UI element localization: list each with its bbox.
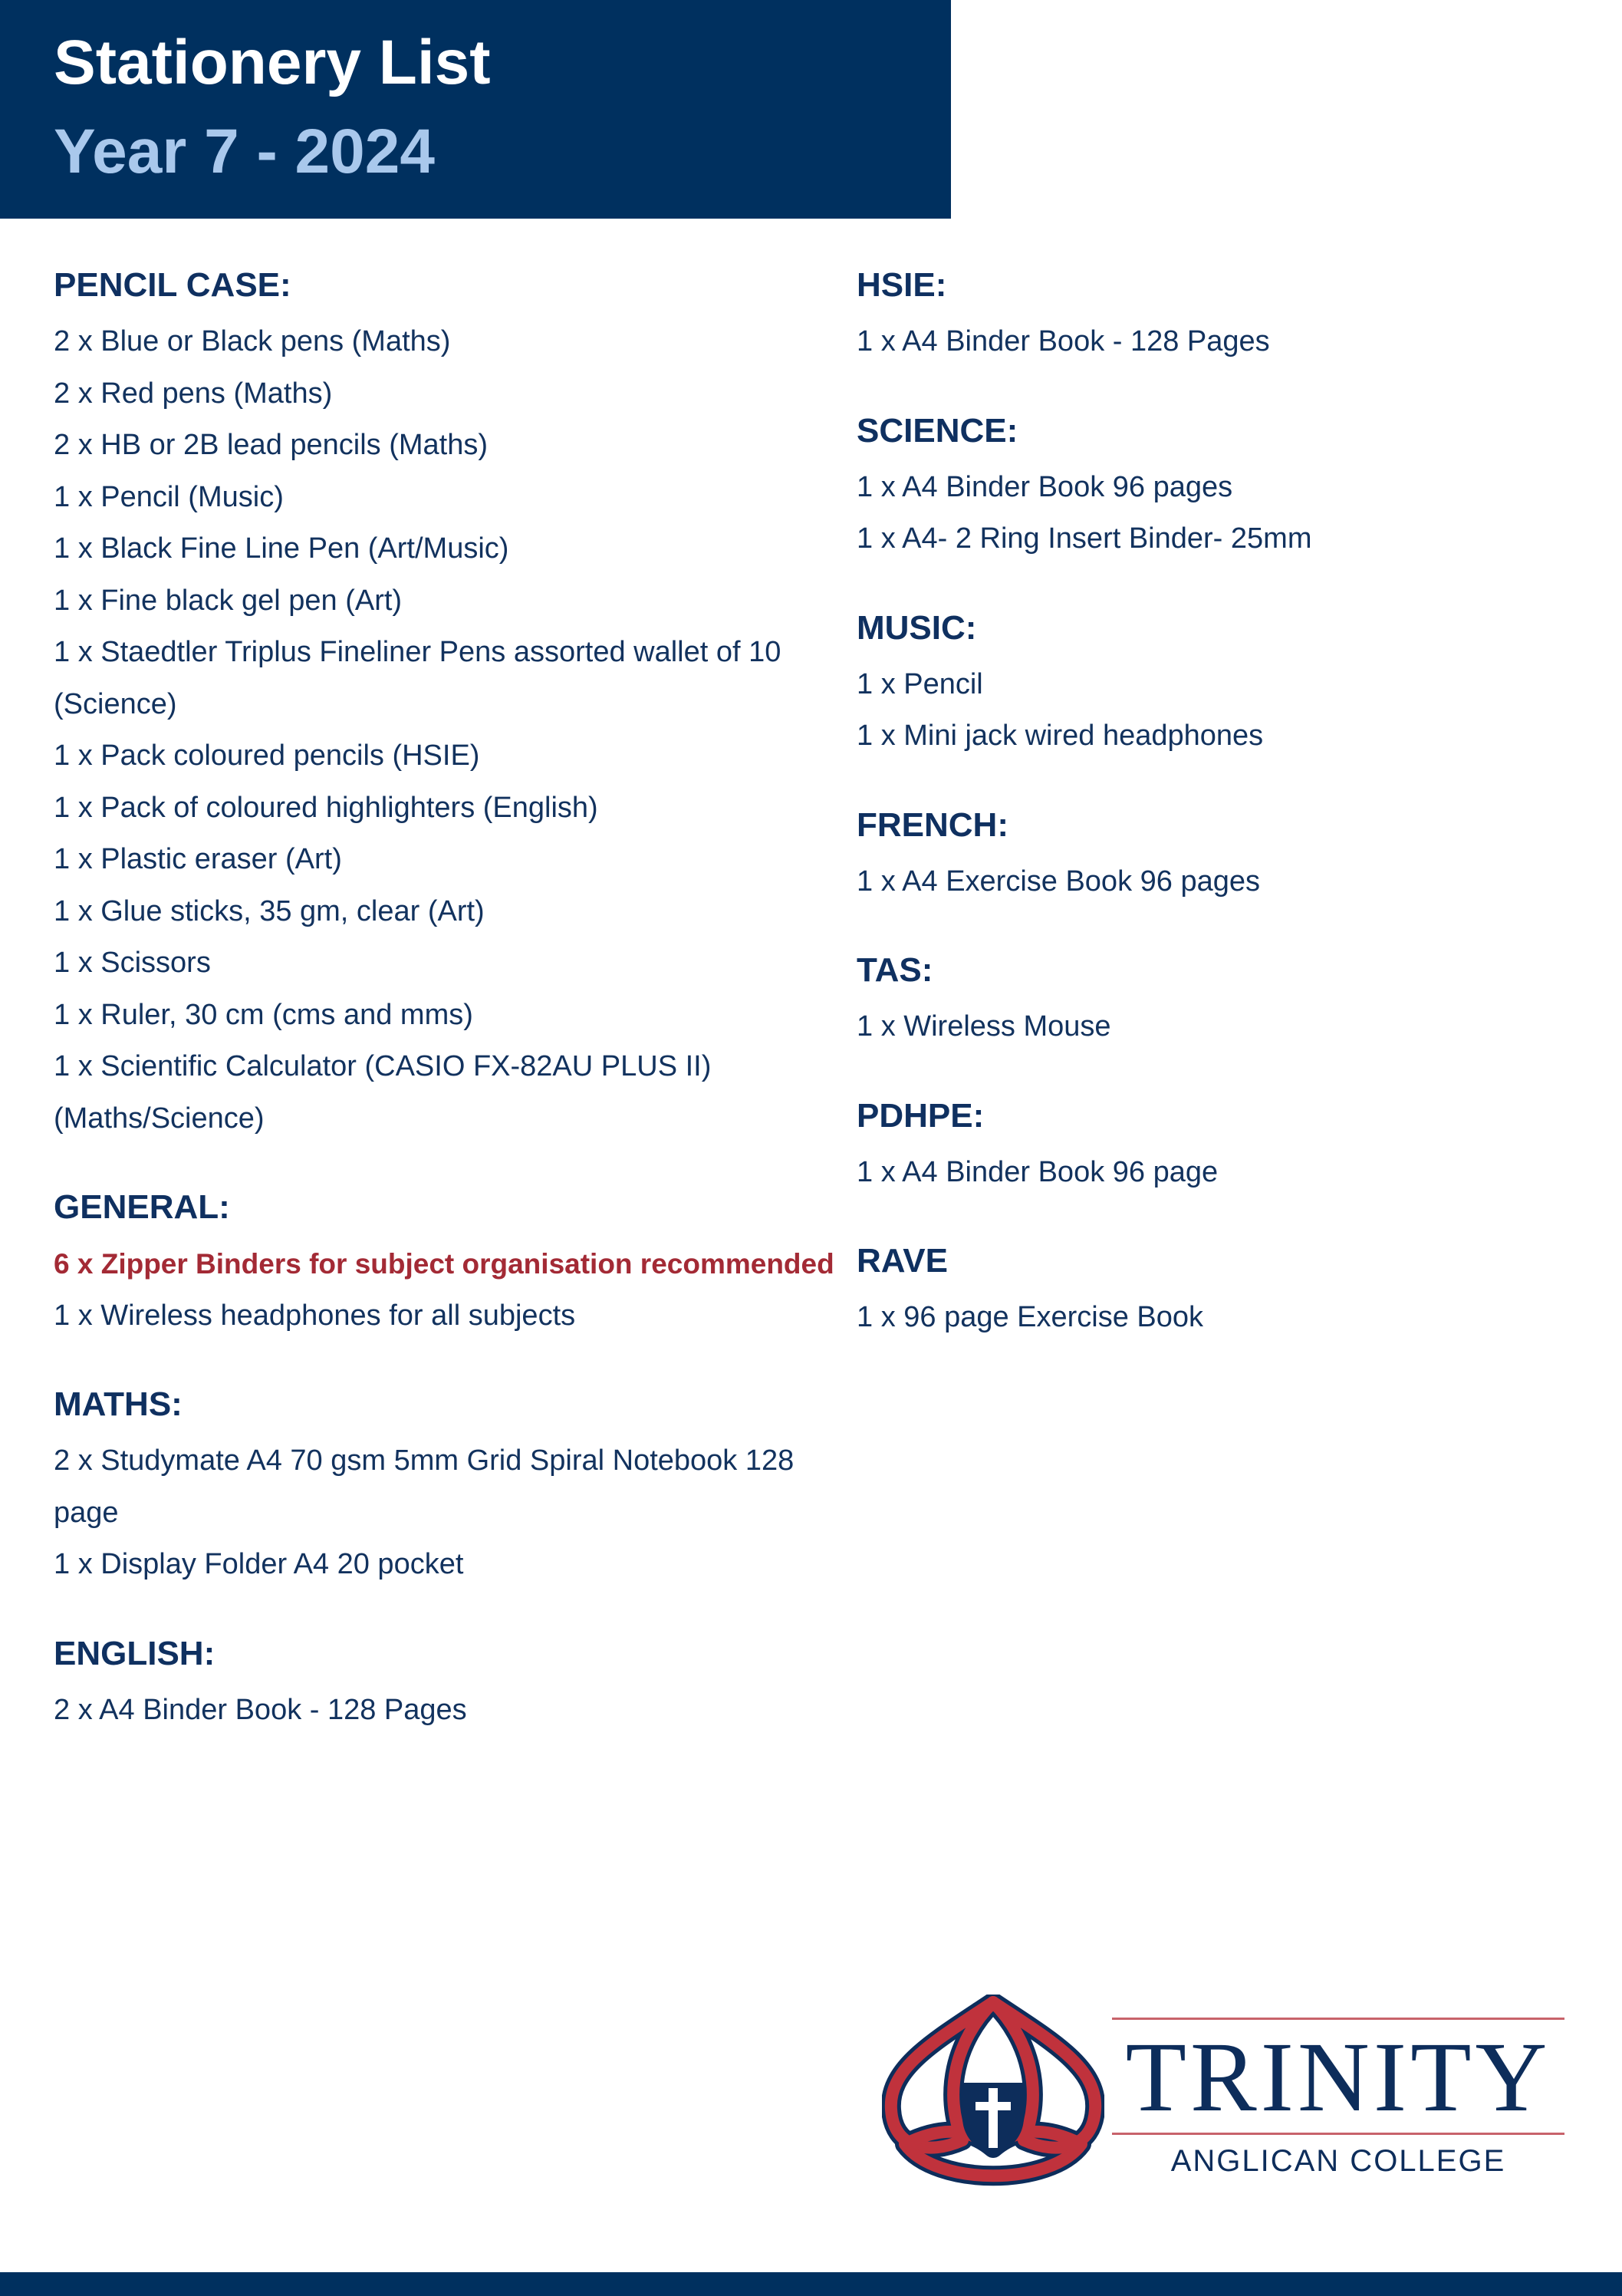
section-tas bbox=[857, 946, 1570, 1053]
list-item: 1 x Mini jack wired headphones bbox=[857, 720, 1264, 752]
trinity-knot-cross-icon bbox=[882, 1995, 1104, 2202]
section-general bbox=[54, 1183, 834, 1342]
list-item: 1 x A4- 2 Ring Insert Binder- 25mm bbox=[857, 522, 1312, 555]
section-heading: TAS: bbox=[857, 951, 933, 989]
list-item: 1 x Pencil bbox=[857, 667, 983, 700]
list-item: 1 x Fine black gel pen (Art) bbox=[54, 584, 403, 617]
list-item: 1 x Ruler, 30 cm (cms and mms) bbox=[54, 998, 473, 1031]
list-item: 1 x A4 Exercise Book 96 pages bbox=[857, 865, 1260, 898]
section-heading: MUSIC: bbox=[857, 608, 977, 647]
page-subtitle: Year 7 - 2024 bbox=[54, 117, 435, 186]
header-band bbox=[0, 0, 951, 219]
page-title: Stationery List bbox=[54, 28, 491, 97]
section-heading: RAVE bbox=[857, 1242, 948, 1280]
list-item: 2 x A4 Binder Book - 128 Pages bbox=[54, 1693, 467, 1726]
section-heading: FRENCH: bbox=[857, 805, 1008, 844]
section-heading: GENERAL: bbox=[54, 1188, 230, 1226]
section-pencil-case bbox=[54, 261, 828, 1145]
list-item: 1 x Plastic eraser (Art) bbox=[54, 843, 342, 875]
list-item: 1 x Staedtler Triplus Fineliner Pens assorted wallet of 10 (Science) bbox=[54, 636, 781, 720]
list-item: 1 x A4 Binder Book 96 pages bbox=[857, 470, 1233, 503]
section-heading: PDHPE: bbox=[857, 1096, 985, 1135]
college-logo bbox=[882, 1995, 1572, 2209]
section-english bbox=[54, 1629, 828, 1737]
list-item: 2 x Blue or Black pens (Maths) bbox=[54, 325, 451, 357]
section-maths bbox=[54, 1380, 828, 1591]
section-pdhpe bbox=[857, 1092, 1570, 1199]
section-music bbox=[857, 604, 1570, 763]
right-column bbox=[857, 261, 1570, 1382]
list-item: 1 x Scientific Calculator (CASIO FX-82AU PLUS II) (Maths/Science) bbox=[54, 1050, 712, 1135]
list-item: 1 x Display Folder A4 20 pocket bbox=[54, 1548, 464, 1580]
list-item: 1 x A4 Binder Book - 128 Pages bbox=[857, 325, 1270, 357]
highlight-item: 6 x Zipper Binders for subject organisation recommended bbox=[54, 1248, 834, 1280]
logo-wordmark: TRINITY bbox=[1125, 2022, 1551, 2133]
left-column bbox=[54, 261, 834, 1774]
list-item: 1 x Wireless Mouse bbox=[857, 1010, 1111, 1043]
list-item: 1 x Pack of coloured highlighters (English) bbox=[54, 791, 598, 824]
section-heading: MATHS: bbox=[54, 1385, 183, 1423]
list-item: 1 x A4 Binder Book 96 page bbox=[857, 1155, 1219, 1188]
section-rave bbox=[857, 1237, 1570, 1344]
list-item: 1 x Glue sticks, 35 gm, clear (Art) bbox=[54, 894, 485, 927]
section-french bbox=[857, 801, 1570, 908]
logo-rule-top bbox=[1112, 2018, 1564, 2020]
list-item: 1 x Black Fine Line Pen (Art/Music) bbox=[54, 532, 509, 565]
list-item: 2 x Studymate A4 70 gsm 5mm Grid Spiral Notebook 128 page bbox=[54, 1444, 795, 1529]
logo-rule-bottom bbox=[1112, 2133, 1564, 2135]
section-heading: ENGLISH: bbox=[54, 1634, 215, 1672]
footer-band bbox=[0, 2272, 1622, 2296]
list-item: 2 x HB or 2B lead pencils (Maths) bbox=[54, 429, 489, 461]
list-item: 1 x Pencil (Music) bbox=[54, 480, 284, 513]
section-heading: PENCIL CASE: bbox=[54, 266, 291, 304]
section-hsie bbox=[857, 261, 1570, 368]
list-item: 1 x 96 page Exercise Book bbox=[857, 1301, 1204, 1333]
list-item: 1 x Scissors bbox=[54, 947, 211, 979]
section-science bbox=[857, 407, 1570, 565]
list-item: 2 x Red pens (Maths) bbox=[54, 377, 333, 410]
section-heading: SCIENCE: bbox=[857, 411, 1018, 450]
section-heading: HSIE: bbox=[857, 266, 947, 304]
logo-subtitle: ANGLICAN COLLEGE bbox=[1170, 2144, 1506, 2178]
list-item: 1 x Pack coloured pencils (HSIE) bbox=[54, 740, 480, 772]
list-item: 1 x Wireless headphones for all subjects bbox=[54, 1299, 576, 1332]
